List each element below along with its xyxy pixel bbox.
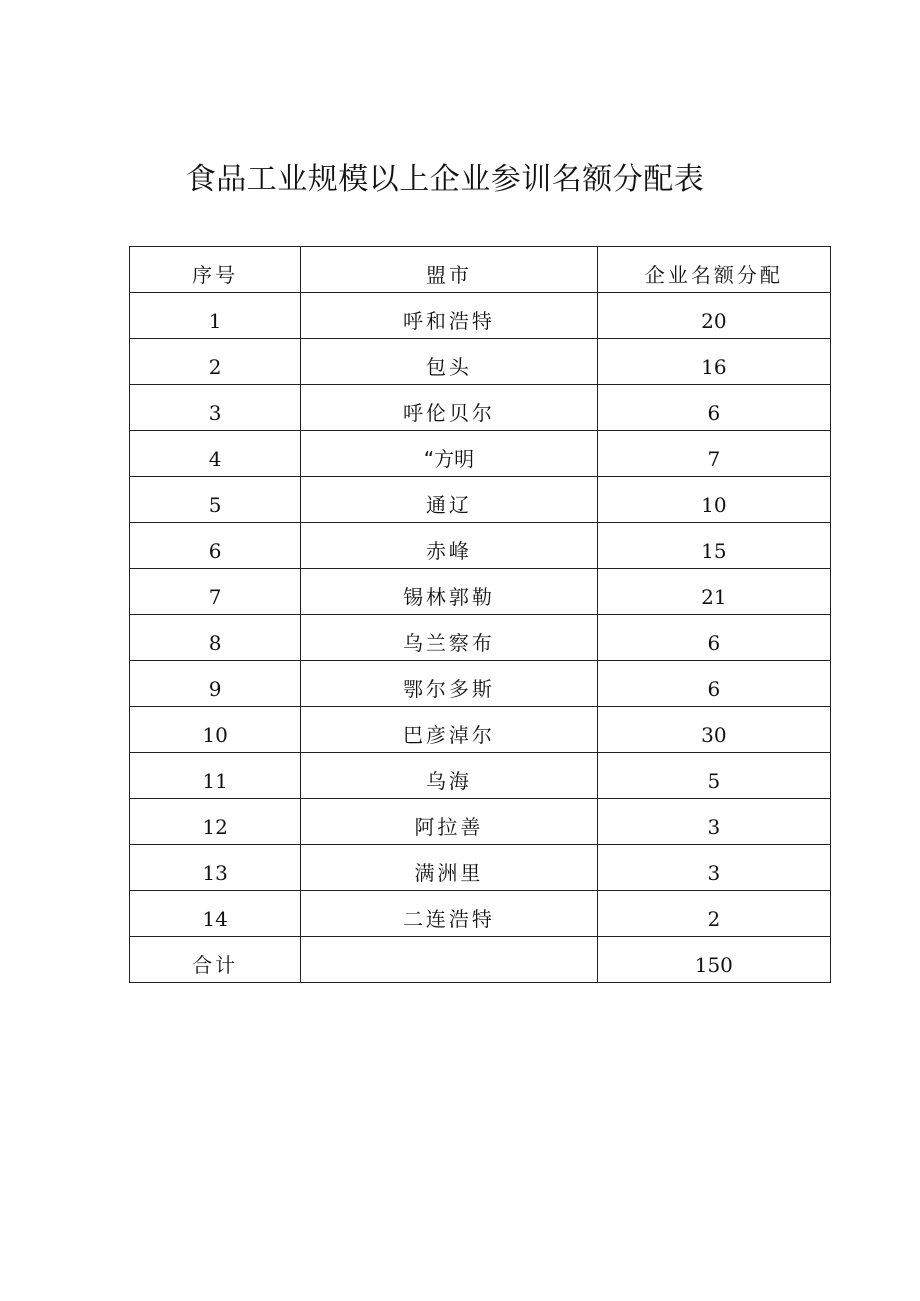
cell-region: 阿拉善 [301,799,597,845]
cell-serial-number: 8 [130,615,301,661]
table-row [130,615,831,661]
table-row [130,799,831,845]
cell-quota: 30 [597,707,830,753]
document-title: 食品工业规模以上企业参训名额分配表 [185,162,705,197]
cell-region: “方明 [301,431,597,477]
cell-quota: 3 [597,799,830,845]
table-row [130,845,831,891]
cell-region: 包头 [301,339,597,385]
cell-serial-number: 5 [130,477,301,523]
cell-quota: 6 [597,615,830,661]
cell-serial-number: 9 [130,661,301,707]
cell-region: 乌兰察布 [301,615,597,661]
cell-quota: 2 [597,891,830,937]
table-row [130,385,831,431]
cell-serial-number: 14 [130,891,301,937]
table-row [130,661,831,707]
cell-serial-number: 4 [130,431,301,477]
cell-quota: 6 [597,385,830,431]
table-row [130,477,831,523]
cell-region: 呼伦贝尔 [301,385,597,431]
cell-region: 巴彦淖尔 [301,707,597,753]
cell-region: 鄂尔多斯 [301,661,597,707]
table-row [130,293,831,339]
cell-quota: 15 [597,523,830,569]
cell-serial-number: 13 [130,845,301,891]
header-quota: 企业名额分配 [597,247,830,293]
table-row [130,891,831,937]
table-total-row [130,937,831,983]
cell-region: 通辽 [301,477,597,523]
cell-region: 二连浩特 [301,891,597,937]
cell-serial-number: 7 [130,569,301,615]
cell-quota: 20 [597,293,830,339]
cell-quota: 7 [597,431,830,477]
cell-quota: 16 [597,339,830,385]
table-row [130,431,831,477]
cell-serial-number: 6 [130,523,301,569]
table-row [130,707,831,753]
total-quota: 150 [597,937,830,983]
table-header-row [130,247,831,293]
quota-allocation-table [129,246,831,983]
cell-serial-number: 10 [130,707,301,753]
cell-serial-number: 1 [130,293,301,339]
cell-region: 乌海 [301,753,597,799]
table-row [130,339,831,385]
cell-region: 呼和浩特 [301,293,597,339]
cell-serial-number: 11 [130,753,301,799]
header-serial-number: 序号 [130,247,301,293]
header-region: 盟市 [301,247,597,293]
table-row [130,523,831,569]
cell-quota: 10 [597,477,830,523]
cell-quota: 6 [597,661,830,707]
cell-quota: 5 [597,753,830,799]
cell-region: 赤峰 [301,523,597,569]
cell-serial-number: 2 [130,339,301,385]
cell-region: 锡林郭勒 [301,569,597,615]
table-row [130,753,831,799]
cell-region: 满洲里 [301,845,597,891]
cell-quota: 3 [597,845,830,891]
table-row [130,569,831,615]
cell-serial-number: 12 [130,799,301,845]
total-label: 合计 [130,937,301,983]
total-region-cell [301,937,597,983]
cell-quota: 21 [597,569,830,615]
cell-serial-number: 3 [130,385,301,431]
